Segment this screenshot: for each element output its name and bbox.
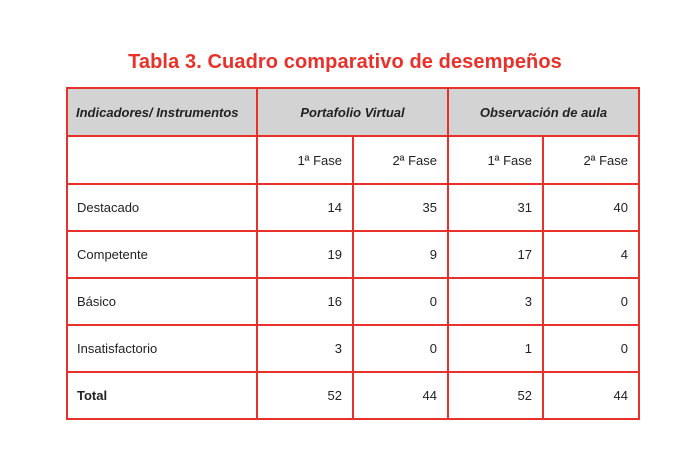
header-portafolio-virtual: Portafolio Virtual	[257, 88, 448, 136]
cell-value: 44	[543, 372, 639, 419]
cell-value: 0	[353, 278, 448, 325]
subheader-phase: 2ª Fase	[543, 136, 639, 184]
cell-value: 35	[353, 184, 448, 231]
cell-value: 3	[257, 325, 353, 372]
cell-value: 31	[448, 184, 543, 231]
cell-value: 14	[257, 184, 353, 231]
cell-value: 0	[353, 325, 448, 372]
table-row	[67, 325, 639, 372]
row-label: Competente	[67, 231, 257, 278]
cell-value: 9	[353, 231, 448, 278]
subheader-phase: 2ª Fase	[353, 136, 448, 184]
cell-value: 3	[448, 278, 543, 325]
total-row	[67, 372, 639, 419]
row-label: Insatisfactorio	[67, 325, 257, 372]
row-label: Destacado	[67, 184, 257, 231]
table-row	[67, 231, 639, 278]
cell-value: 0	[543, 278, 639, 325]
comparison-table	[66, 87, 640, 420]
table-title: Tabla 3. Cuadro comparativo de desempeños	[128, 51, 562, 73]
subheader-row	[67, 136, 639, 184]
cell-value: 16	[257, 278, 353, 325]
subheader-phase: 1ª Fase	[448, 136, 543, 184]
cell-value: 44	[353, 372, 448, 419]
header-indicators: Indicadores/ Instrumentos	[67, 88, 257, 136]
table-header-row	[67, 88, 639, 136]
row-label: Básico	[67, 278, 257, 325]
cell-value: 52	[448, 372, 543, 419]
table-row	[67, 184, 639, 231]
cell-value: 40	[543, 184, 639, 231]
cell-value: 0	[543, 325, 639, 372]
subheader-phase: 1ª Fase	[257, 136, 353, 184]
cell-value: 52	[257, 372, 353, 419]
cell-value: 17	[448, 231, 543, 278]
cell-value: 1	[448, 325, 543, 372]
cell-value: 19	[257, 231, 353, 278]
header-observacion-aula: Observación de aula	[448, 88, 639, 136]
subheader-empty-cell	[67, 136, 257, 184]
table-row	[67, 278, 639, 325]
row-label-total: Total	[67, 372, 257, 419]
cell-value: 4	[543, 231, 639, 278]
